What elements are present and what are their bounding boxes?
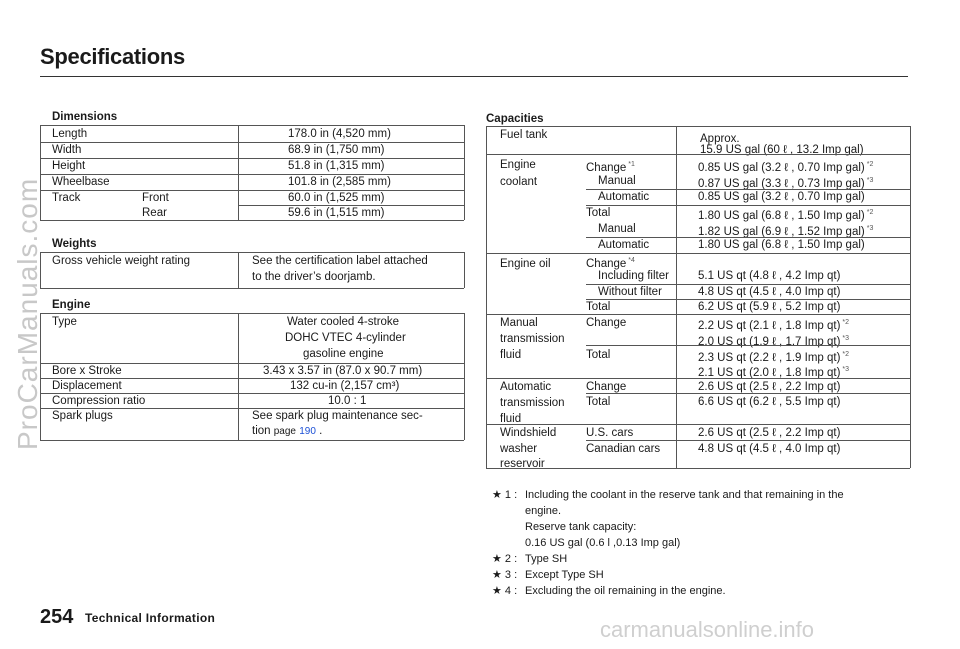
footnote-1-key: ★ 1 : (492, 489, 518, 501)
at-label-2: transmission (500, 397, 565, 409)
bore-label: Bore x Stroke (52, 365, 122, 377)
footnote-3-key: ★ 3 : (492, 569, 518, 581)
footnote-1-text-4: 0.16 US gal (0.6 l ,0.13 Imp gal) (525, 537, 681, 549)
oil-without-filter-label: Without filter (598, 286, 662, 298)
bore-value: 3.43 x 3.57 in (87.0 x 90.7 mm) (263, 365, 423, 377)
coolant-automatic-label: Automatic (598, 191, 650, 203)
coolant-label-2: coolant (500, 176, 538, 188)
height-label: Height (52, 160, 86, 172)
oil-label: Engine oil (500, 258, 551, 270)
bottom-watermark: carmanualsonline.info (600, 617, 815, 642)
oil-change-label: Change $^{*4}$ (586, 257, 635, 270)
coolant-total-automatic-value: 1.80 US gal (6.8 ℓ , 1.50 Imp gal) (698, 239, 865, 251)
page-190-link[interactable]: 190 (299, 426, 316, 437)
mt-change-value-2: 2.0 US qt (1.9 ℓ , 1.7 Imp qt) $^{*3}$ (698, 335, 850, 348)
us-cars-label: U.S. cars (586, 427, 634, 439)
ww-label-2: washer (500, 443, 538, 455)
ww-label-1: Windshield (500, 427, 557, 439)
side-watermark: ProCarManuals.com (12, 177, 43, 450)
coolant-total-manual-label: Manual (598, 223, 636, 235)
displacement-label: Displacement (52, 380, 122, 392)
coolant-change-manual-value: 0.85 US gal (3.2 ℓ , 0.70 Imp gal) $^{*2}$ (698, 161, 874, 174)
at-total-label: Total (586, 396, 611, 408)
height-value: 51.8 in (1,315 mm) (288, 160, 385, 172)
mt-total-label: Total (586, 349, 611, 361)
type-value-1: Water cooled 4-stroke (287, 316, 400, 328)
page-number: 254 (40, 606, 74, 628)
oil-total-value: 6.2 US qt (5.9 ℓ , 5.2 Imp qt) (698, 301, 841, 313)
front-label: Front (142, 192, 169, 204)
length-label: Length (52, 128, 88, 140)
oil-including-filter-label: Including filter (598, 270, 669, 282)
width-label: Width (52, 144, 82, 156)
displacement-value: 132 cu-in (2,157 cm³) (290, 380, 400, 392)
footnote-3-text: Except Type SH (525, 569, 604, 581)
coolant-label-1: Engine (500, 159, 536, 171)
at-change-label: Change (586, 381, 627, 393)
wheelbase-value: 101.8 in (2,585 mm) (288, 176, 391, 188)
type-label: Type (52, 316, 77, 328)
footnote-1-text: Including the coolant in the reserve tank and that remaining in the (525, 489, 844, 501)
type-value-3: gasoline engine (303, 348, 384, 360)
coolant-manual-label: Manual (598, 175, 636, 187)
length-value: 178.0 in (4,520 mm) (288, 128, 391, 140)
mt-change-label: Change (586, 317, 627, 329)
at-change-value: 2.6 US qt (2.5 ℓ , 2.2 Imp qt) (698, 381, 841, 393)
canadian-cars-label: Canadian cars (586, 443, 661, 455)
compression-label: Compression ratio (52, 395, 146, 407)
engine-heading: Engine (52, 299, 91, 311)
at-label-1: Automatic (500, 381, 552, 393)
type-value-2: DOHC VTEC 4-cylinder (285, 332, 406, 344)
coolant-change-label: Change $^{*1}$ (586, 161, 635, 174)
footnote-1-text-3: Reserve tank capacity: (525, 521, 637, 533)
footnote-1-text-2: engine. (525, 505, 562, 517)
ww-canadian-value: 4.8 US qt (4.5 ℓ , 4.0 Imp qt) (698, 443, 841, 455)
coolant-total-label: Total (586, 207, 611, 219)
footnote-4-key: ★ 4 : (492, 585, 518, 597)
fuel-value-2: 15.9 US gal (60 ℓ , 13.2 Imp gal) (700, 144, 864, 156)
footnote-4-text: Excluding the oil remaining in the engine. (525, 585, 726, 597)
page-title: Specifications (40, 44, 185, 69)
coolant-total-manual-value: 1.80 US gal (6.8 ℓ , 1.50 Imp gal) $^{*2}$ (698, 209, 874, 222)
weights-heading: Weights (52, 238, 97, 250)
mt-label-2: transmission (500, 333, 565, 345)
fuel-label: Fuel tank (500, 129, 548, 141)
spark-plugs-value-1: See spark plug maintenance sec- (252, 410, 423, 422)
rear-value: 59.6 in (1,515 mm) (288, 207, 385, 219)
mt-total-value-1: 2.3 US qt (2.2 ℓ , 1.9 Imp qt) $^{*2}$ (698, 351, 850, 364)
section-label: Technical Information (85, 611, 216, 625)
track-label: Track (52, 192, 81, 204)
width-value: 68.9 in (1,750 mm) (288, 144, 385, 156)
mt-total-value-2: 2.1 US qt (2.0 ℓ , 1.8 Imp qt) $^{*3}$ (698, 366, 850, 379)
gvwr-value-1: See the certification label attached (252, 255, 428, 267)
mt-label-3: fluid (500, 349, 522, 361)
fuel-value-1: Approx. (700, 133, 740, 145)
oil-without-filter-value: 4.8 US qt (4.5 ℓ , 4.0 Imp qt) (698, 286, 841, 298)
capacities-heading: Capacities (486, 113, 544, 125)
spark-plugs-label: Spark plugs (52, 410, 113, 422)
front-value: 60.0 in (1,525 mm) (288, 192, 385, 204)
spark-plugs-value-2: tion page 190 . (252, 425, 323, 437)
wheelbase-label: Wheelbase (52, 176, 110, 188)
dimensions-heading: Dimensions (52, 111, 118, 123)
coolant-change-automatic-value: 0.85 US gal (3.2 ℓ , 0.70 Imp gal) (698, 191, 865, 203)
footnote-2-key: ★ 2 : (492, 553, 518, 565)
rear-label: Rear (142, 207, 167, 219)
gvwr-value-2: to the driver’s doorjamb. (252, 271, 376, 283)
coolant-change-manual2-value: 0.87 US gal (3.3 ℓ , 0.73 Imp gal) $^{*3}$ (698, 177, 874, 190)
footnote-2-text: Type SH (525, 553, 568, 565)
at-label-3: fluid (500, 413, 522, 425)
oil-including-filter-value: 5.1 US qt (4.8 ℓ , 4.2 Imp qt) (698, 270, 841, 282)
at-total-value: 6.6 US qt (6.2 ℓ , 5.5 Imp qt) (698, 396, 841, 408)
mt-change-value-1: 2.2 US qt (2.1 ℓ , 1.8 Imp qt) $^{*2}$ (698, 319, 850, 332)
ww-label-3: reservoir (500, 458, 545, 470)
coolant-total-manual2-value: 1.82 US gal (6.9 ℓ , 1.52 Imp gal) $^{*3}$ (698, 225, 874, 238)
oil-total-label: Total (586, 301, 611, 313)
ww-us-value: 2.6 US qt (2.5 ℓ , 2.2 Imp qt) (698, 427, 841, 439)
compression-value: 10.0 : 1 (328, 395, 367, 407)
coolant-total-automatic-label: Automatic (598, 239, 650, 251)
title-rule (40, 76, 908, 77)
gvwr-label: Gross vehicle weight rating (52, 255, 191, 267)
mt-label-1: Manual (500, 317, 538, 329)
